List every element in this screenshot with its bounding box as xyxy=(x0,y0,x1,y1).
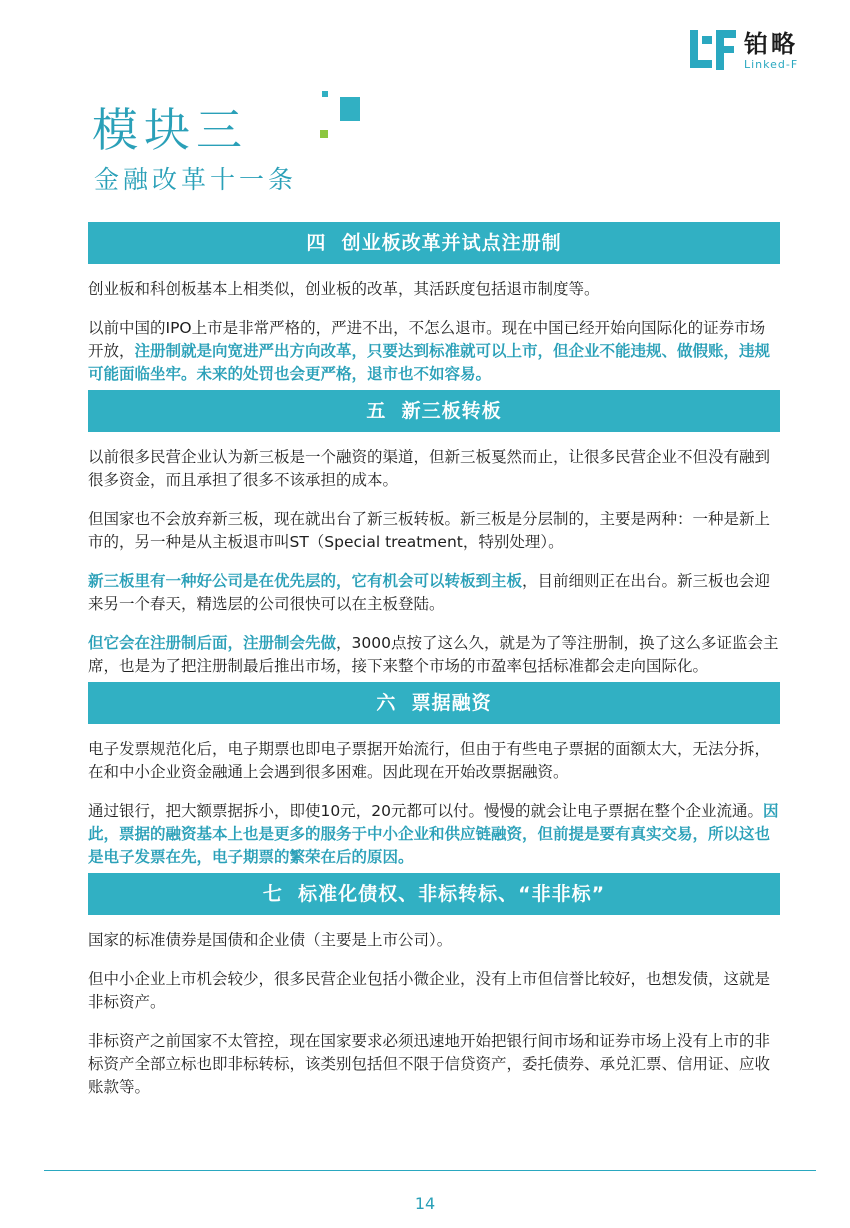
highlighted-text: 因此，票据的融资基本上也是更多的服务于中小企业和供应链融资，但前提是要有真实交易，所以这也是电子发票在先，电子期票的繁荣在后的原因。 xyxy=(88,802,779,866)
paragraph xyxy=(88,1030,780,1099)
logo-mark-icon xyxy=(690,30,738,72)
section-heading: 四 创业板改革并试点注册制 xyxy=(88,222,780,264)
paragraph xyxy=(88,800,780,869)
logo-chinese-name: 铂略 xyxy=(744,30,798,58)
body-text: 通过银行，把大额票据拆小，即使10元，20元都可以付。慢慢的就会让电子票据在整个企业流通。 xyxy=(88,802,763,820)
decor-square-small xyxy=(322,91,328,97)
body-text: 以前中国的IPO上市是非常严格的，严进不出，不怎么退市。现在中国已经开始向国际化的证券市场开放， xyxy=(88,319,766,360)
body-text: ，3000点按了这么久，就是为了等注册制，换了这么多证监会主席，也是为了把注册制最后推出市场，接下来整个市场的市盈率包括标准都会走向国际化。 xyxy=(88,634,779,675)
decor-square-large xyxy=(340,97,360,121)
paragraph xyxy=(88,968,780,1014)
section-heading: 七 标准化债权、非标转标、“非非标” xyxy=(88,873,780,915)
body-text: 但国家也不会放弃新三板，现在就出台了新三板转板。新三板是分层制的，主要是两种：一种是新上市的，另一种是从主板退市叫ST（Special treatment，特别处理）。 xyxy=(88,510,771,551)
article-content xyxy=(88,222,780,1103)
highlighted-text: 但它会在注册制后面，注册制会先做 xyxy=(88,634,337,652)
paragraph xyxy=(88,317,780,386)
section-heading: 五 新三板转板 xyxy=(88,390,780,432)
paragraph xyxy=(88,570,780,616)
highlighted-text: 注册制就是向宽进严出方向改革，只要达到标准就可以上市，但企业不能违规、做假账，违规可能面临坐牢。未来的处罚也会更严格，退市也不如容易。 xyxy=(88,342,771,383)
paragraph xyxy=(88,738,780,784)
page-number: 14 xyxy=(414,1194,436,1213)
logo-english-name: Linked-F xyxy=(744,58,799,71)
body-text: 但中小企业上市机会较少，很多民营企业包括小微企业，没有上市但信誉比较好，也想发债，这就是非标资产。 xyxy=(88,970,771,1011)
paragraph xyxy=(88,508,780,554)
decor-square-green xyxy=(320,130,328,138)
body-text: 国家的标准债券是国债和企业债（主要是上市公司）。 xyxy=(88,931,453,949)
brand-logo xyxy=(690,30,798,74)
body-text: 非标资产之前国家不太管控，现在国家要求必须迅速地开始把银行间市场和证券市场上没有上市的非标资产全部立标也即非标转标，该类别包括但不限于信贷资产，委托债券、承兑汇票、信用证、应收账款等。 xyxy=(88,1032,771,1096)
body-text: 创业板和科创板基本上相类似，创业板的改革，其活跃度包括退市制度等。 xyxy=(88,280,600,298)
body-text: 以前很多民营企业认为新三板是一个融资的渠道，但新三板戛然而止，让很多民营企业不但没有融到很多资金，而且承担了很多不该承担的成本。 xyxy=(88,448,771,489)
module-title: 模块三 xyxy=(92,103,248,157)
paragraph xyxy=(88,929,780,952)
body-text: ，目前细则正在出台。新三板也会迎来另一个春天，精选层的公司很快可以在主板登陆。 xyxy=(88,572,771,613)
module-subtitle: 金融改革十一条 xyxy=(94,165,298,194)
highlighted-text: 新三板里有一种好公司是在优先层的，它有机会可以转板到主板 xyxy=(88,572,523,590)
body-text: 电子发票规范化后，电子期票也即电子票据开始流行，但由于有些电子票据的面额太大，无法分拆，在和中小企业资金融通上会遇到很多困难。因此现在开始改票据融资。 xyxy=(88,740,771,781)
paragraph xyxy=(88,446,780,492)
footer-divider xyxy=(44,1170,816,1171)
paragraph xyxy=(88,632,780,678)
section-heading: 六 票据融资 xyxy=(88,682,780,724)
paragraph xyxy=(88,278,780,301)
